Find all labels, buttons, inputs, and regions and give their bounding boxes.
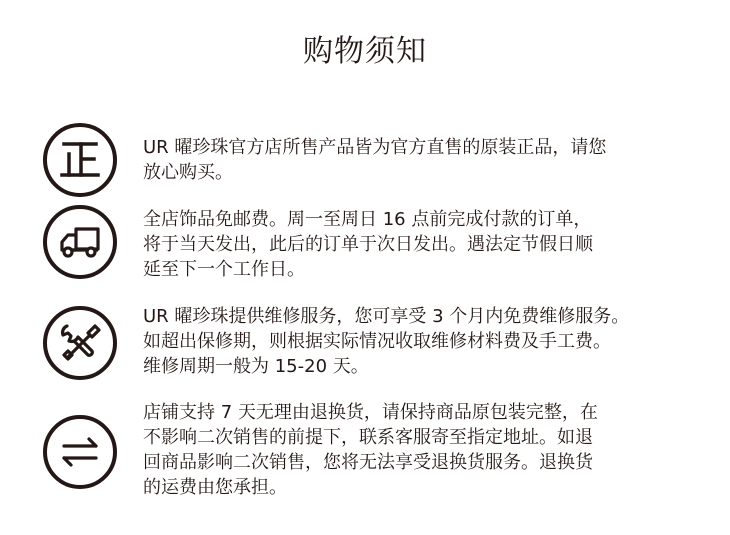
page-title: 购物须知 bbox=[303, 34, 427, 69]
notice-text-authentic: UR 曜珍珠官方店所售产品皆为官方直售的原装正品，请您 放心购买。 bbox=[143, 137, 607, 183]
repair-tools-icon bbox=[43, 306, 117, 380]
authentic-stamp-icon bbox=[43, 123, 117, 197]
exchange-arrows-icon bbox=[43, 415, 117, 489]
notice-text-exchange: 店铺支持 7 天无理由退换货，请保持商品原包装完整，在 不影响二次销售的前提下，联系客服寄至指定地址。如退 回商品影响二次销售，您将无法享受退换货服务。退换货 的运费由您承担。 bbox=[143, 402, 598, 498]
delivery-truck-icon bbox=[43, 205, 117, 279]
notice-text-delivery: 全店饰品免邮费。周一至周日 16 点前完成付款的订单， 将于当天发出，此后的订单于次日发出。遇法定节假日顺 延至下一个工作日。 bbox=[143, 209, 593, 280]
notice-text-repair: UR 曜珍珠提供维修服务，您可享受 3 个月内免费维修服务。 如超出保修期，则根据实际情况收取维修材料费及手工费。 维修周期一般为 15-20 天。 bbox=[143, 306, 630, 377]
